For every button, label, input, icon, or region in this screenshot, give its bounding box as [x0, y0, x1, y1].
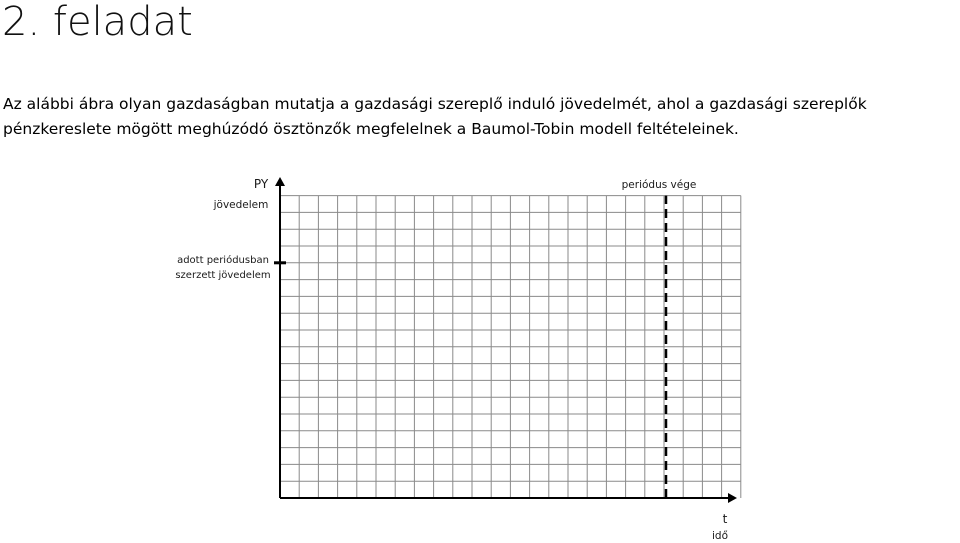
x-axis-label: t — [722, 512, 728, 526]
description-line-1: Az alábbi ábra olyan gazdaságban mutatja a gazdasági szereplő induló jövedelmét, ahol a gazdasági szereplők — [3, 95, 867, 113]
description-line-2: pénzkereslete mögött meghúzódó ösztönzők megfelelnek a Baumol-Tobin modell feltételeinek. — [3, 120, 739, 138]
income-marker-label-line-1: adott periódusban — [177, 255, 269, 266]
x-axis-arrow — [728, 493, 737, 503]
y-axis-sublabel: jövedelem — [213, 199, 269, 211]
y-axis-arrow — [275, 177, 285, 186]
income-marker-label-line-2: szerzett jövedelem — [175, 270, 271, 281]
y-axis-label: PY — [253, 177, 269, 191]
page-title: 2. feladat — [2, 0, 193, 45]
task-description — [3, 92, 958, 142]
x-axis-sublabel: idő — [711, 530, 729, 542]
income-time-diagram — [0, 170, 960, 543]
grid — [280, 196, 741, 498]
period-end-label: periódus vége — [621, 179, 697, 191]
